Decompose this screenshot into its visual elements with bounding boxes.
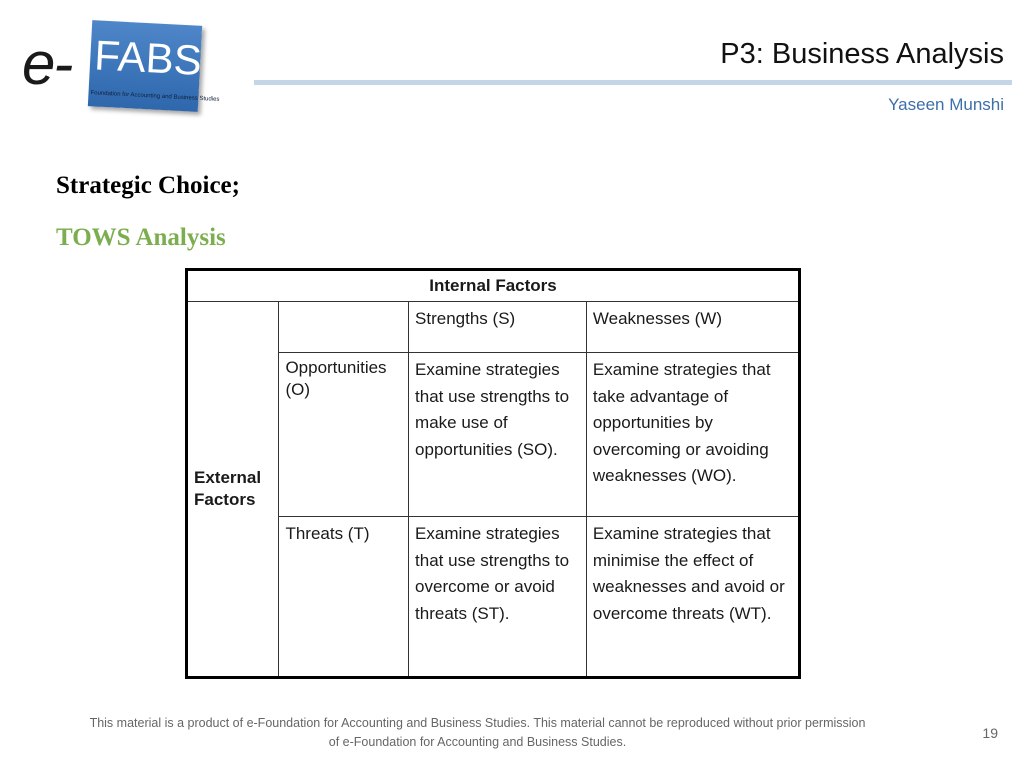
strengths-header: Strengths (S) [409, 302, 587, 353]
threats-label: Threats (T) [279, 517, 409, 678]
section-subheading: TOWS Analysis [56, 224, 226, 251]
internal-factors-header: Internal Factors [187, 270, 800, 302]
logo-name: FABS [93, 31, 203, 84]
header-divider [254, 80, 1012, 85]
table-row [187, 353, 800, 517]
weaknesses-header: Weaknesses (W) [586, 302, 799, 353]
logo-prefix: e- [22, 30, 72, 97]
tows-table [185, 268, 801, 679]
logo [22, 18, 242, 118]
footer-disclaimer [20, 714, 935, 752]
wo-strategy-cell: Examine strategies that take advantage of opportunities by overcoming or avoiding weaknesses (WO). [586, 353, 799, 517]
external-factors-header: External Factors [187, 302, 279, 678]
author-name: Yaseen Munshi [888, 95, 1004, 114]
footer-line-2: of e-Foundation for Accounting and Business Studies. [328, 735, 627, 749]
opportunities-label: Opportunities (O) [279, 353, 409, 517]
table-row [187, 270, 800, 302]
table-row [187, 302, 800, 353]
logo-box [88, 20, 220, 112]
logo-tagline: Foundation for Accounting and Business Studies [90, 90, 220, 103]
table-row [187, 517, 800, 678]
wt-strategy-cell: Examine strategies that minimise the effect of weaknesses and avoid or overcome threats (WT). [586, 517, 799, 678]
so-strategy-cell: Examine strategies that use strengths to make use of opportunities (SO). [409, 353, 587, 517]
empty-corner-cell [279, 302, 409, 353]
section-heading: Strategic Choice; [56, 172, 240, 199]
page-title: P3: Business Analysis [720, 38, 1004, 70]
st-strategy-cell: Examine strategies that use strengths to overcome or avoid threats (ST). [409, 517, 587, 678]
page-number: 19 [982, 725, 998, 741]
footer-line-1: This material is a product of e-Foundation for Accounting and Business Studies. This material cannot be reproduced without prior permission [89, 716, 866, 730]
